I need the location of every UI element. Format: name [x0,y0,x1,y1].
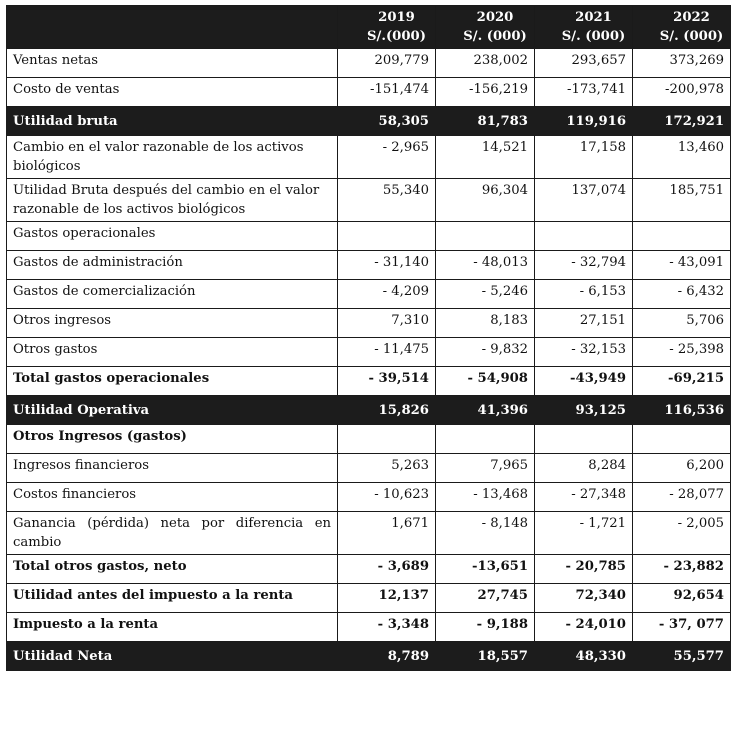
value-2022: -200,978 [633,78,731,107]
value-2019: 209,779 [338,49,436,78]
value-2022: - 23,882 [633,555,731,584]
value-2019: -151,474 [338,78,436,107]
value-2022: - 6,432 [633,280,731,309]
value-2021: -173,741 [535,78,633,107]
value-2021 [535,222,633,251]
financial-statement [6,5,731,671]
value-2022: 185,751 [633,179,731,222]
value-2021: 48,330 [535,642,633,671]
value-2020: 41,396 [436,396,535,425]
row-gastos-comercializacion [7,280,731,309]
value-2019 [338,222,436,251]
value-2019: - 2,965 [338,136,436,179]
income-statement-table [6,5,731,671]
value-2019: 8,789 [338,642,436,671]
value-2020: 96,304 [436,179,535,222]
value-2020: -13,651 [436,555,535,584]
row-costos-financieros [7,483,731,512]
value-2022: - 25,398 [633,338,731,367]
row-label: Total otros gastos, neto [7,555,338,584]
value-2020: 27,745 [436,584,535,613]
row-label: Utilidad antes del impuesto a la renta [7,584,338,613]
row-otros-ingresos-gastos [7,425,731,454]
value-2019: 1,671 [338,512,436,555]
row-label: Utilidad bruta [7,107,338,136]
row-gastos-administracion [7,251,731,280]
value-2019: - 3,348 [338,613,436,642]
row-total-gastos-operacionales [7,367,731,396]
value-2021: 137,074 [535,179,633,222]
value-2019: - 4,209 [338,280,436,309]
value-2020: - 8,148 [436,512,535,555]
value-2021: - 20,785 [535,555,633,584]
value-2020: - 48,013 [436,251,535,280]
row-label: Ventas netas [7,49,338,78]
header-2021: 2021 S/. (000) [535,6,633,49]
header-2022: 2022 S/. (000) [633,6,731,49]
row-ganancia-diferencia-cambio [7,512,731,555]
value-2021: 17,158 [535,136,633,179]
value-2019: - 39,514 [338,367,436,396]
value-2022: 373,269 [633,49,731,78]
row-total-otros-gastos [7,555,731,584]
value-2020: - 5,246 [436,280,535,309]
value-2021: - 32,794 [535,251,633,280]
row-label: Ganancia (pérdida) neta por diferencia en cambio [7,512,338,555]
value-2022 [633,425,731,454]
row-label: Otros ingresos [7,309,338,338]
value-2022: 55,577 [633,642,731,671]
row-label: Gastos operacionales [7,222,338,251]
value-2020: - 54,908 [436,367,535,396]
value-2021 [535,425,633,454]
row-costo-de-ventas [7,78,731,107]
value-2021: 8,284 [535,454,633,483]
table-header-row [7,6,731,49]
value-2022 [633,222,731,251]
row-cambio-valor-razonable [7,136,731,179]
row-label: Total gastos operacionales [7,367,338,396]
value-2022: 172,921 [633,107,731,136]
row-label: Utilidad Neta [7,642,338,671]
value-2020: - 13,468 [436,483,535,512]
value-2021: - 27,348 [535,483,633,512]
row-utilidad-neta [7,642,731,671]
value-2020: - 9,188 [436,613,535,642]
value-2020 [436,425,535,454]
value-2021: 93,125 [535,396,633,425]
value-2021: -43,949 [535,367,633,396]
value-2021: 72,340 [535,584,633,613]
value-2022: 13,460 [633,136,731,179]
row-ventas-netas [7,49,731,78]
row-label: Costos financieros [7,483,338,512]
value-2021: 27,151 [535,309,633,338]
value-2020: 238,002 [436,49,535,78]
value-2019: - 31,140 [338,251,436,280]
value-2022: 6,200 [633,454,731,483]
row-label: Costo de ventas [7,78,338,107]
value-2022: 92,654 [633,584,731,613]
value-2019: 5,263 [338,454,436,483]
row-label: Impuesto a la renta [7,613,338,642]
row-otros-ingresos [7,309,731,338]
value-2020 [436,222,535,251]
value-2021: - 1,721 [535,512,633,555]
value-2020: 14,521 [436,136,535,179]
value-2019: 7,310 [338,309,436,338]
row-utilidad-operativa [7,396,731,425]
row-label: Gastos de administración [7,251,338,280]
value-2021: 119,916 [535,107,633,136]
value-2019: - 10,623 [338,483,436,512]
value-2020: 7,965 [436,454,535,483]
row-label: Otros Ingresos (gastos) [7,425,338,454]
row-label: Utilidad Operativa [7,396,338,425]
row-label: Gastos de comercialización [7,280,338,309]
value-2019: - 11,475 [338,338,436,367]
row-ingresos-financieros [7,454,731,483]
value-2022: - 37, 077 [633,613,731,642]
value-2020: 8,183 [436,309,535,338]
row-utilidad-bruta [7,107,731,136]
value-2020: -156,219 [436,78,535,107]
header-label-cell [7,6,338,49]
value-2019: 15,826 [338,396,436,425]
value-2022: - 43,091 [633,251,731,280]
value-2022: - 2,005 [633,512,731,555]
header-2019: 2019 S/.(000) [338,6,436,49]
row-utilidad-antes-impuesto [7,584,731,613]
row-utilidad-bruta-despues-cambio [7,179,731,222]
row-impuesto-renta [7,613,731,642]
value-2019: 12,137 [338,584,436,613]
value-2022: 5,706 [633,309,731,338]
value-2021: - 32,153 [535,338,633,367]
value-2022: -69,215 [633,367,731,396]
value-2021: 293,657 [535,49,633,78]
value-2020: 81,783 [436,107,535,136]
row-label: Cambio en el valor razonable de los activos biológicos [7,136,338,179]
row-label: Ingresos financieros [7,454,338,483]
row-gastos-operacionales [7,222,731,251]
value-2022: 116,536 [633,396,731,425]
value-2019 [338,425,436,454]
value-2020: - 9,832 [436,338,535,367]
value-2020: 18,557 [436,642,535,671]
value-2019: 55,340 [338,179,436,222]
value-2021: - 6,153 [535,280,633,309]
row-label: Utilidad Bruta después del cambio en el valor razonable de los activos biológicos [7,179,338,222]
value-2022: - 28,077 [633,483,731,512]
value-2021: - 24,010 [535,613,633,642]
header-2020: 2020 S/. (000) [436,6,535,49]
value-2019: 58,305 [338,107,436,136]
value-2019: - 3,689 [338,555,436,584]
row-otros-gastos [7,338,731,367]
row-label: Otros gastos [7,338,338,367]
